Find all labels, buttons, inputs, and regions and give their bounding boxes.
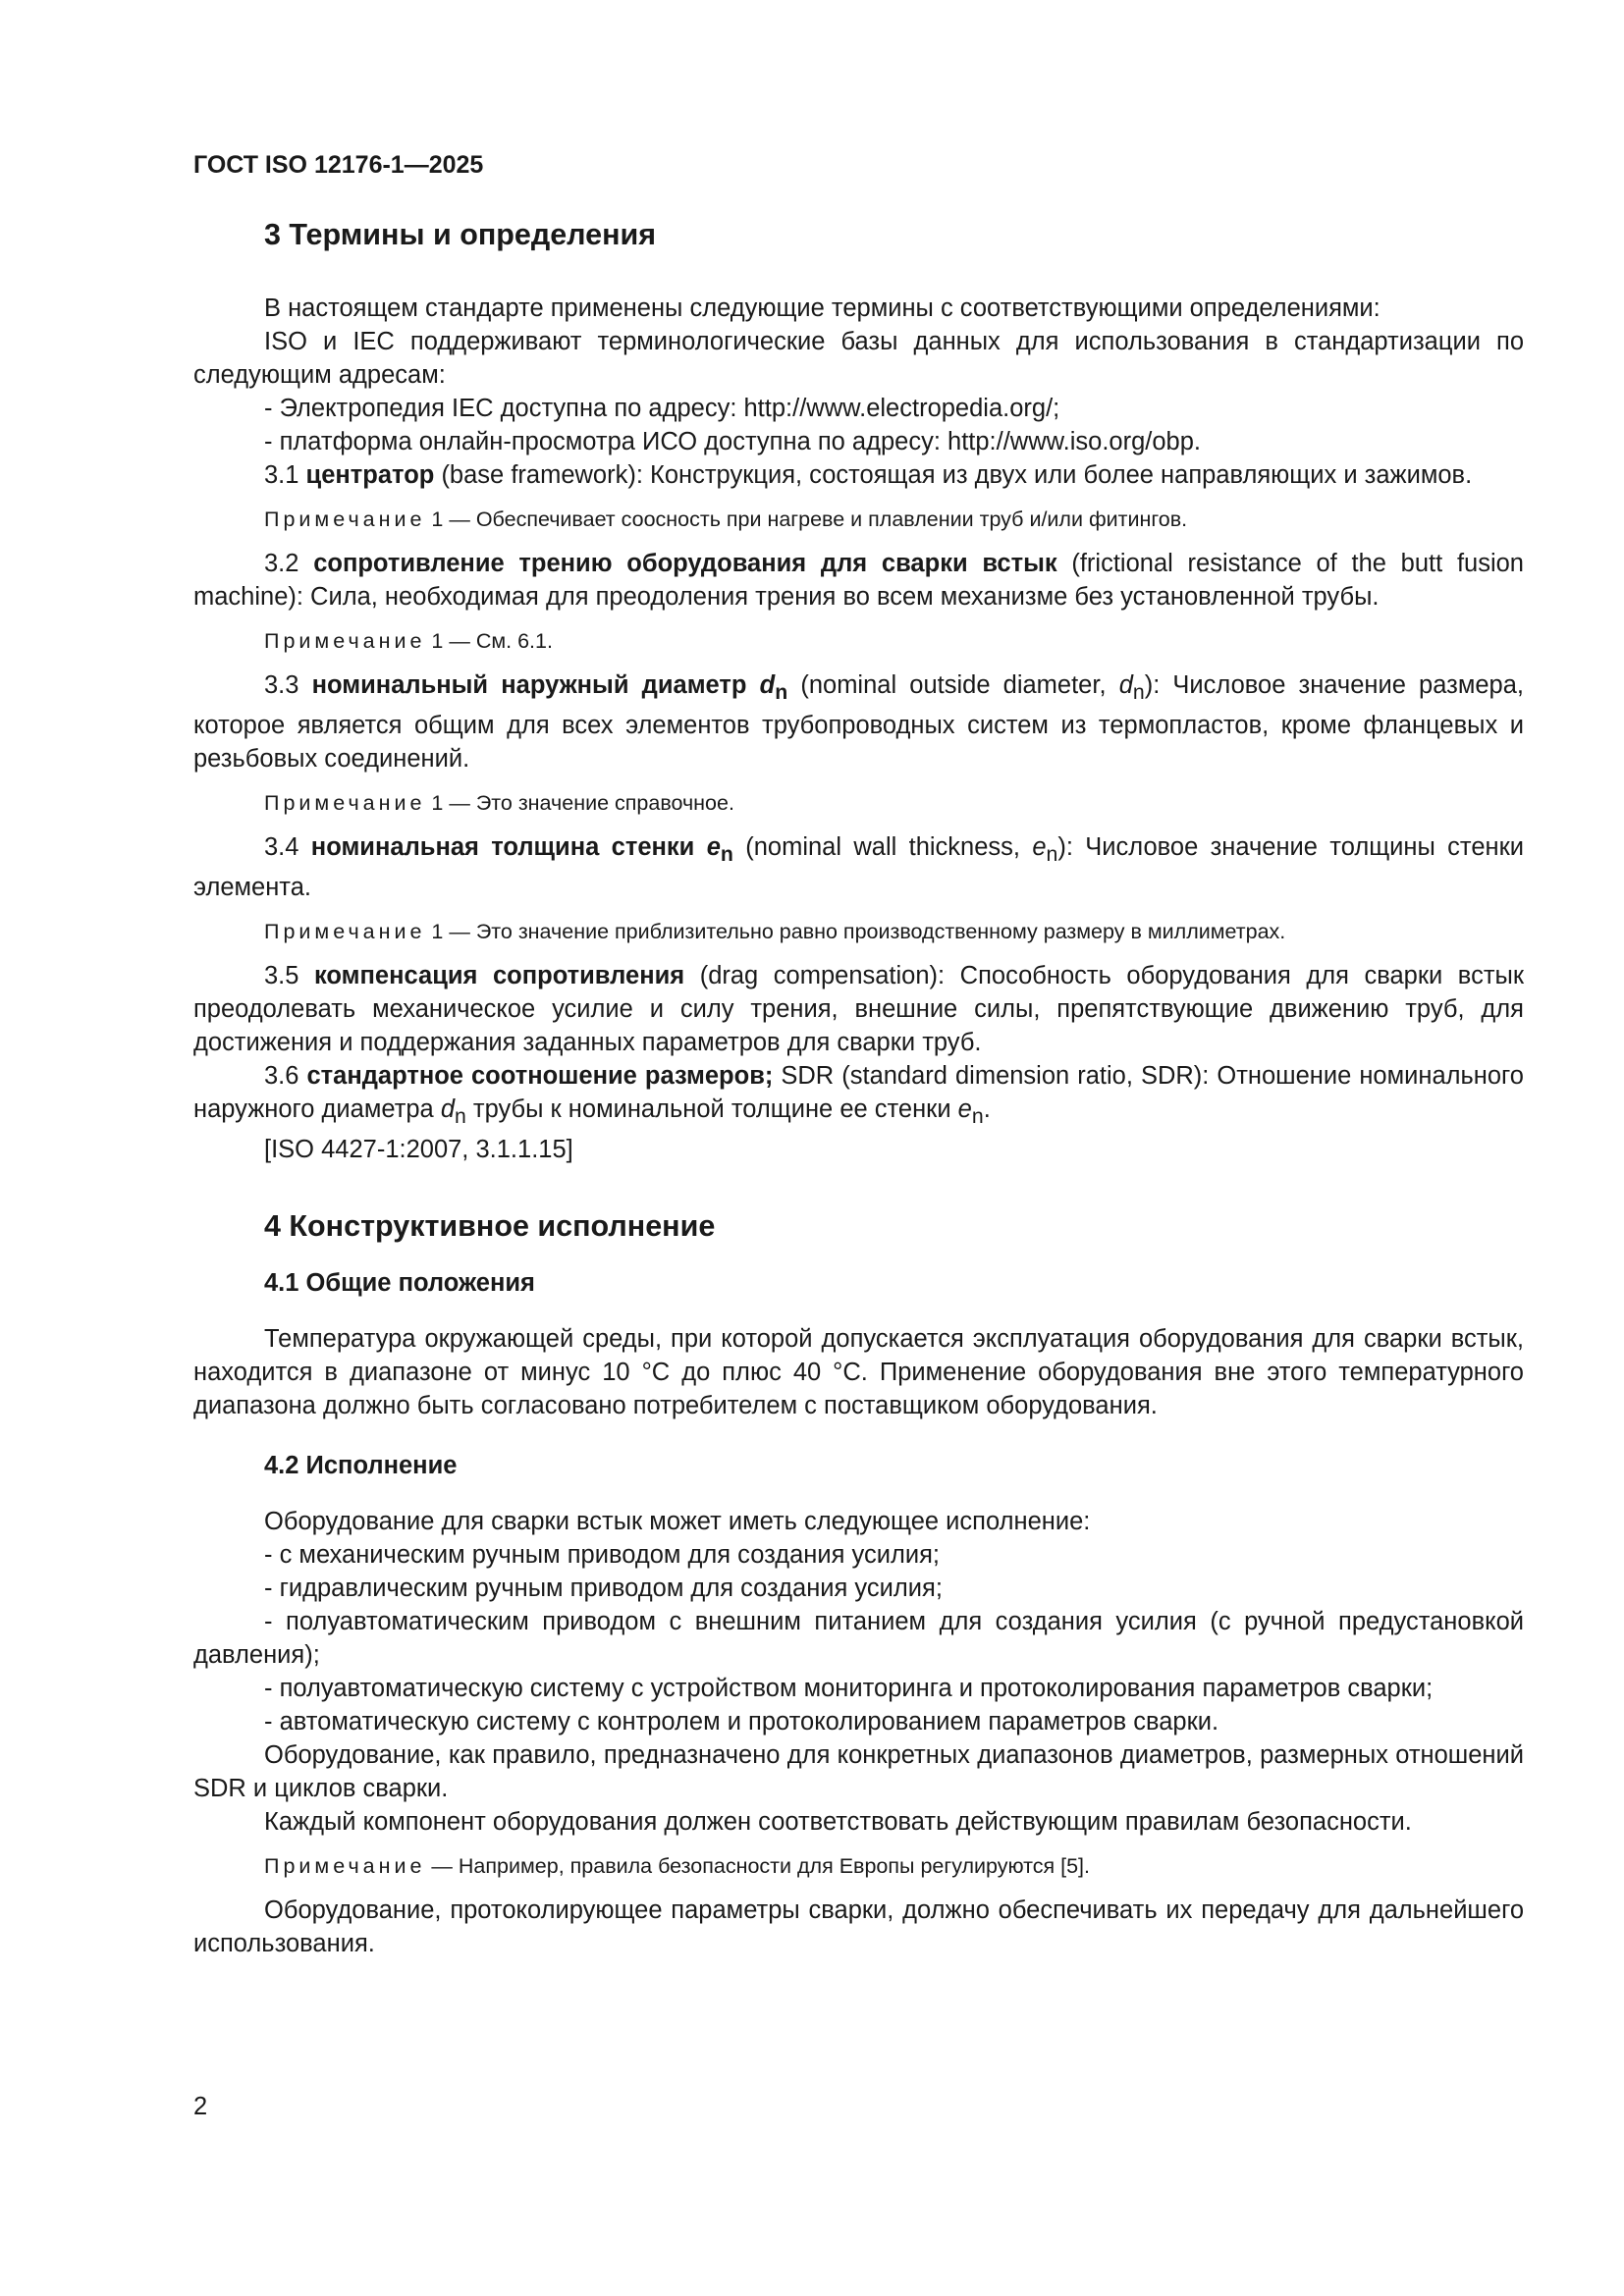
term-3-1-name: центратор [305,461,435,489]
list-item: - полуавтоматическую систему с устройством мониторинга и протоколирования параметров сварки; [264,1675,1434,1703]
section-4-2-paragraph: Оборудование, как правило, предназначено для конкретных диапазонов диаметров, размерных отношений SDR и циклов сварки. [193,1741,1524,1803]
term-3-6-name: стандартное соотношение размеров; [306,1062,774,1091]
section-4-1-text: Температура окружающей среды, при которой допускается эксплуатация оборудования для сварки встык, находится в диапазоне от минус 10 °С до плюс 40 °С. Применение оборудования вне этого температурного диапазона должно быть согласовано потребителем с поставщиком оборудования. [193,1325,1524,1420]
term-3-5-name: компенсация сопротивления [314,962,685,990]
section-4-2-heading: 4.2 Исполнение [264,1452,458,1480]
section-3-heading: 3 Термины и определения [264,218,657,251]
note-3-4: Примечание 1 — Это значение приблизительно равно производственному размеру в миллиметрах. [264,920,1286,944]
page-number: 2 [193,2093,208,2120]
term-3-2: 3.2 сопротивление трению оборудования для сварки встык (frictional resistance of the butt fusion machine): Сила, необходимая для преодоления трения во всем механизме без установленной трубы. [193,550,1524,611]
note-4-2: Примечание — Например, правила безопасности для Европы регулируются [5]. [264,1854,1090,1879]
note-3-3: Примечание 1 — Это значение справочное. [264,791,734,816]
section-4-2-paragraph: Каждый компонент оборудования должен соответствовать действующим правилам безопасности. [264,1808,1412,1837]
note-3-1: Примечание 1 — Обеспечивает соосность при нагреве и плавлении труб и/или фитингов. [264,507,1188,531]
note-3-2: Примечание 1 — См. 6.1. [264,629,553,653]
term-3-1: 3.1 центратор (base framework): Конструкция, состоящая из двух или более направляющих и зажимов. [264,461,1473,489]
term-3-6: 3.6 стандартное соотношение размеров; SDR (standard dimension ratio, SDR): Отношение номинального наружного диаметра $d_n$ трубы к номинальной толщине ее стенки $e_n$. [193,1062,1524,1129]
list-item: - с механическим ручным приводом для создания усилия; [264,1541,940,1570]
term-3-2-name: сопротивление трению оборудования для сварки встык [313,550,1057,577]
electropedia-item: - Электропедия IEC доступна по адресу: http://www.electropedia.org/; [264,395,1060,422]
section-4-1-heading: 4.1 Общие положения [264,1269,535,1298]
term-3-5: 3.5 компенсация сопротивления (drag compensation): Способность оборудования для сварки встык преодолевать механическое усилие и силу трения, внешние силы, препятствующие движению труб, для достижения и поддержания заданных параметров для сварки труб. [193,962,1524,1057]
term-3-3: 3.3 номинальный наружный диаметр $d_n$ (nominal outside diameter, $d_n$): Числовое значение размера, которое является общим для всех элементов трубопроводных систем из термопластов, кроме фланцевых и резьбовых соединений. [193,671,1524,774]
term-3-3-name: номинальный наружный диаметр $d_n$ [311,671,788,705]
list-item: - гидравлическим ручным приводом для создания усилия; [264,1575,943,1603]
term-3-4-name: номинальная толщина стенки $e_n$ [310,833,733,867]
terminology-databases-text: ISO и IEC поддерживают терминологические базы данных для использования в стандартизации по следующим адресам: [193,328,1524,389]
list-item: - полуавтоматическим приводом с внешним питанием для создания усилия (с ручной предустановкой давления); [193,1608,1524,1670]
section-4-2-paragraph: Оборудование, протоколирующее параметры сварки, должно обеспечивать их передачу для дальнейшего использования. [193,1896,1524,1958]
section-4-2-intro: Оборудование для сварки встык может иметь следующее исполнение: [264,1508,1091,1536]
section-3-intro: В настоящем стандарте применены следующие термины с соответствующими определениями: [264,294,1380,322]
page-content [193,218,1524,1960]
term-3-4: 3.4 номинальная толщина стенки $e_n$ (nominal wall thickness, $e_n$): Числовое значение толщины стенки элемента. [193,833,1524,902]
document-header: ГОСТ ISO 12176-1—2025 [193,151,484,179]
iso-obp-item: - платформа онлайн-просмотра ИСО доступна по адресу: http://www.iso.org/obp. [264,428,1201,455]
term-3-6-reference: [ISO 4427-1:2007, 3.1.1.15] [264,1136,573,1164]
section-4-heading: 4 Конструктивное исполнение [264,1209,716,1244]
list-item: - автоматическую систему с контролем и протоколированием параметров сварки. [264,1708,1219,1736]
